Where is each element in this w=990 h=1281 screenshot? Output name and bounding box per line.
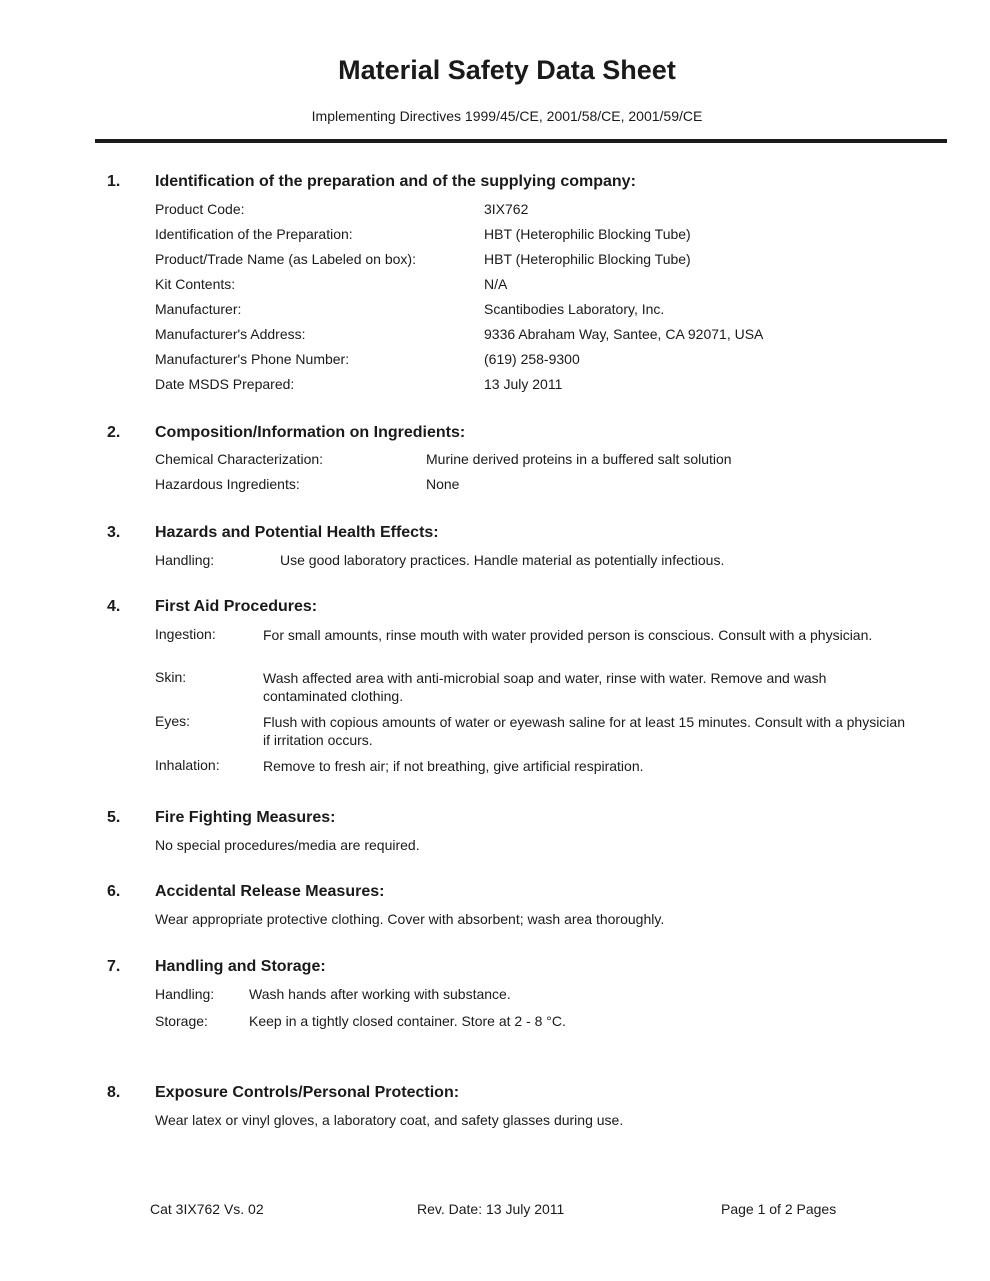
- field-label: Manufacturer's Address:: [155, 326, 306, 342]
- section-number: 1.: [107, 173, 121, 190]
- field-label: Eyes:: [155, 713, 191, 729]
- section-number: 5.: [107, 809, 121, 826]
- footer-rev-date: Rev. Date: 13 July 2011: [417, 1201, 565, 1217]
- section-heading: Composition/Information on Ingredients:: [155, 424, 466, 441]
- section-number: 7.: [107, 958, 121, 975]
- field-label: Inhalation:: [155, 757, 220, 773]
- section-heading: First Aid Procedures:: [155, 598, 318, 615]
- field-value: Use good laboratory practices. Handle material as potentially infectious.: [280, 552, 725, 568]
- section-heading: Identification of the preparation and of the supplying company:: [155, 173, 636, 190]
- section-number: 4.: [107, 598, 121, 615]
- field-label: Product/Trade Name (as Labeled on box):: [155, 251, 416, 267]
- section-heading: Fire Fighting Measures:: [155, 809, 336, 826]
- field-label: Skin:: [155, 669, 187, 685]
- field-value: Flush with copious amounts of water or eyewash saline for at least 15 minutes. Consult with a physician if irritation occurs.: [263, 714, 905, 748]
- field-label: Kit Contents:: [155, 276, 236, 292]
- section-text: No special procedures/media are required.: [155, 837, 420, 853]
- field-value: 9336 Abraham Way, Santee, CA 92071, USA: [484, 326, 764, 342]
- section-number: 3.: [107, 524, 121, 541]
- document-subtitle: Implementing Directives 1999/45/CE, 2001/58/CE, 2001/59/CE: [311, 108, 703, 124]
- field-label: Date MSDS Prepared:: [155, 376, 295, 392]
- field-value: N/A: [484, 276, 508, 292]
- header-rule: [95, 139, 947, 143]
- section-text: Wear appropriate protective clothing. Cover with absorbent; wash area thoroughly.: [155, 911, 665, 927]
- section-heading: Accidental Release Measures:: [155, 883, 385, 900]
- field-label: Handling:: [155, 986, 215, 1002]
- field-label: Ingestion:: [155, 626, 216, 642]
- field-label: Hazardous Ingredients:: [155, 476, 300, 492]
- footer-page-number: Page 1 of 2 Pages: [721, 1201, 837, 1217]
- section-heading: Handling and Storage:: [155, 958, 326, 975]
- field-label: Chemical Characterization:: [155, 451, 324, 467]
- field-value: For small amounts, rinse mouth with water provided person is conscious. Consult with a physician.: [263, 627, 873, 643]
- section-number: 6.: [107, 883, 121, 900]
- field-value: Scantibodies Laboratory, Inc.: [484, 301, 665, 317]
- section-number: 8.: [107, 1084, 121, 1101]
- field-value: 3IX762: [484, 201, 529, 217]
- field-label: Manufacturer:: [155, 301, 242, 317]
- section-heading: Hazards and Potential Health Effects:: [155, 524, 439, 541]
- section-number: 2.: [107, 424, 121, 441]
- field-label: Identification of the Preparation:: [155, 226, 353, 242]
- field-value: 13 July 2011: [484, 376, 563, 392]
- field-label: Product Code:: [155, 201, 245, 217]
- field-value: Remove to fresh air; if not breathing, give artificial respiration.: [263, 758, 644, 774]
- field-label: Handling:: [155, 552, 215, 568]
- field-value: (619) 258-9300: [484, 351, 580, 367]
- field-value: None: [426, 476, 460, 492]
- section-text: Wear latex or vinyl gloves, a laboratory coat, and safety glasses during use.: [155, 1112, 624, 1128]
- field-value: HBT (Heterophilic Blocking Tube): [484, 226, 691, 242]
- field-label: Manufacturer's Phone Number:: [155, 351, 350, 367]
- field-value: Wash affected area with anti-microbial soap and water, rinse with water. Remove and wash contaminated clothing.: [263, 670, 827, 704]
- field-value: Wash hands after working with substance.: [249, 986, 511, 1002]
- field-value: Keep in a tightly closed container. Store at 2 - 8 °C.: [249, 1013, 566, 1029]
- field-label: Storage:: [155, 1013, 208, 1029]
- document-title: Material Safety Data Sheet: [338, 55, 676, 85]
- section-heading: Exposure Controls/Personal Protection:: [155, 1084, 460, 1101]
- field-value: HBT (Heterophilic Blocking Tube): [484, 251, 691, 267]
- footer-catalog: Cat 3IX762 Vs. 02: [150, 1201, 264, 1217]
- field-value: Murine derived proteins in a buffered salt solution: [426, 451, 732, 467]
